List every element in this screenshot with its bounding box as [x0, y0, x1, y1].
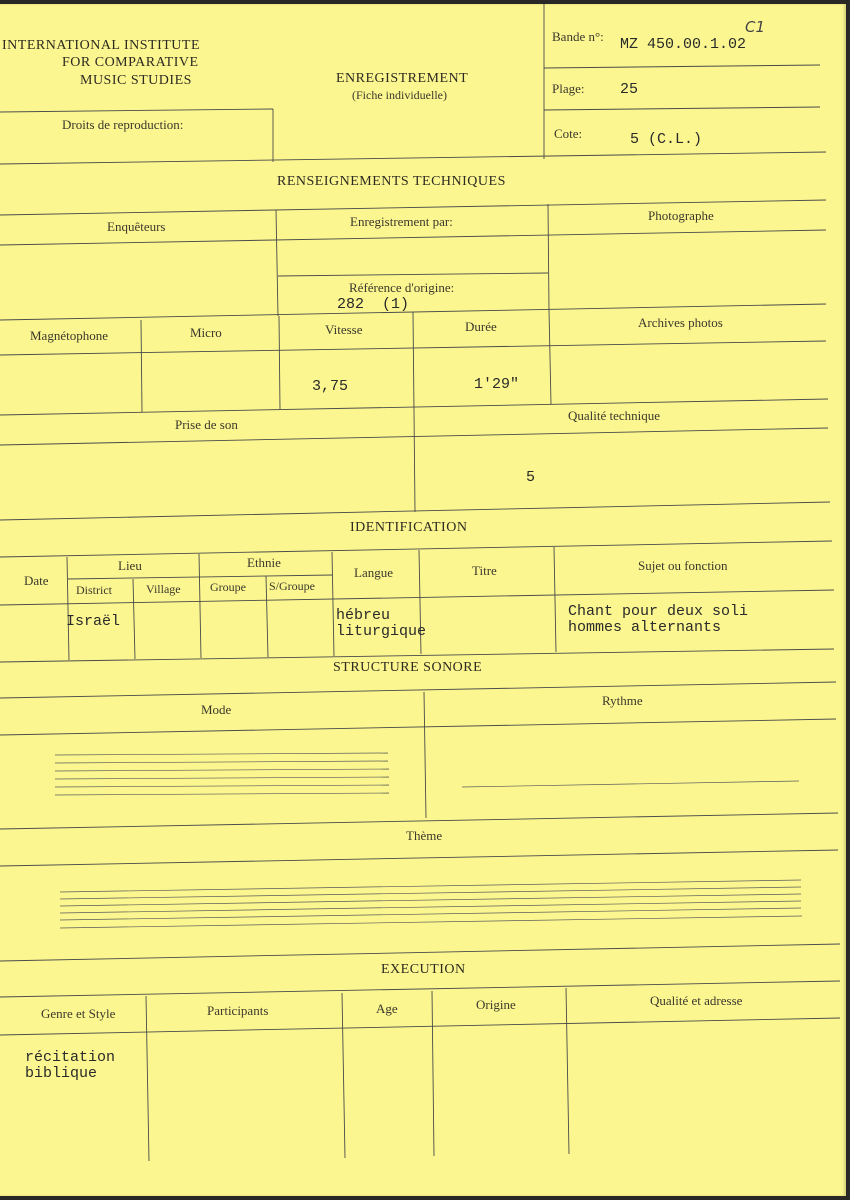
identification-section-title: IDENTIFICATION [350, 520, 468, 535]
form-title: ENREGISTREMENT [336, 71, 469, 86]
theme-label: Thème [406, 828, 443, 843]
langue-value: hébreu liturgique [336, 607, 427, 640]
village-label: Village [146, 582, 181, 596]
district-value: Israël [66, 613, 121, 630]
plage-value: 25 [620, 81, 639, 98]
sgroupe-label: S/Groupe [269, 579, 315, 593]
prise-de-son-label: Prise de son [175, 417, 238, 432]
genre-style-label: Genre et Style [41, 1006, 116, 1021]
rythme-label: Rythme [602, 693, 643, 708]
plage-label: Plage: [552, 81, 585, 96]
magnetophone-label: Magnétophone [30, 328, 108, 343]
sujet-fonction-value: Chant pour deux soli hommes alternants [568, 603, 749, 636]
qualite-technique-value: 5 [526, 469, 536, 486]
qualite-adresse-label: Qualité et adresse [650, 993, 743, 1008]
institute-name-line1: INTERNATIONAL INSTITUTE [2, 38, 200, 53]
execution-section-title: EXECUTION [381, 962, 466, 977]
origine-label: Origine [476, 997, 516, 1012]
cote-label: Cote: [554, 126, 583, 141]
index-card [0, 4, 846, 1196]
langue-label: Langue [354, 565, 393, 580]
duree-value: 1'29" [474, 376, 520, 393]
enregistrement-par-label: Enregistrement par: [350, 214, 453, 229]
bande-note: C1 [745, 18, 766, 36]
cote-value: 5 (C.L.) [630, 131, 703, 148]
mode-label: Mode [201, 702, 232, 717]
technical-section-title: RENSEIGNEMENTS TECHNIQUES [277, 174, 506, 189]
titre-label: Titre [472, 563, 497, 578]
lieu-label: Lieu [118, 558, 142, 573]
bande-label: Bande n°: [552, 29, 604, 44]
district-label: District [76, 583, 112, 597]
vitesse-value: 3,75 [312, 378, 349, 395]
reference-label: Référence d'origine: [349, 280, 455, 295]
duree-label: Durée [465, 319, 497, 334]
photographe-label: Photographe [648, 208, 714, 223]
institute-name-line2: FOR COMPARATIVE [62, 55, 199, 70]
age-label: Age [376, 1001, 398, 1016]
micro-label: Micro [190, 325, 222, 340]
ethnie-label: Ethnie [247, 555, 281, 570]
form-subtitle: (Fiche individuelle) [352, 88, 447, 102]
sujet-fonction-label: Sujet ou fonction [638, 558, 728, 573]
vitesse-label: Vitesse [325, 322, 363, 337]
reference-value: 282 (1) [337, 296, 410, 313]
participants-label: Participants [207, 1003, 269, 1018]
archives-photos-label: Archives photos [638, 315, 723, 330]
genre-style-value: récitation biblique [25, 1049, 116, 1082]
institute-name-line3: MUSIC STUDIES [80, 73, 192, 88]
structure-sonore-section-title: STRUCTURE SONORE [333, 660, 483, 675]
bande-value: MZ 450.00.1.02 [620, 36, 747, 53]
groupe-label: Groupe [210, 580, 246, 594]
qualite-technique-label: Qualité technique [568, 408, 661, 423]
date-label: Date [24, 573, 49, 588]
rights-label: Droits de reproduction: [62, 117, 184, 132]
enqueteurs-label: Enquêteurs [107, 219, 166, 234]
